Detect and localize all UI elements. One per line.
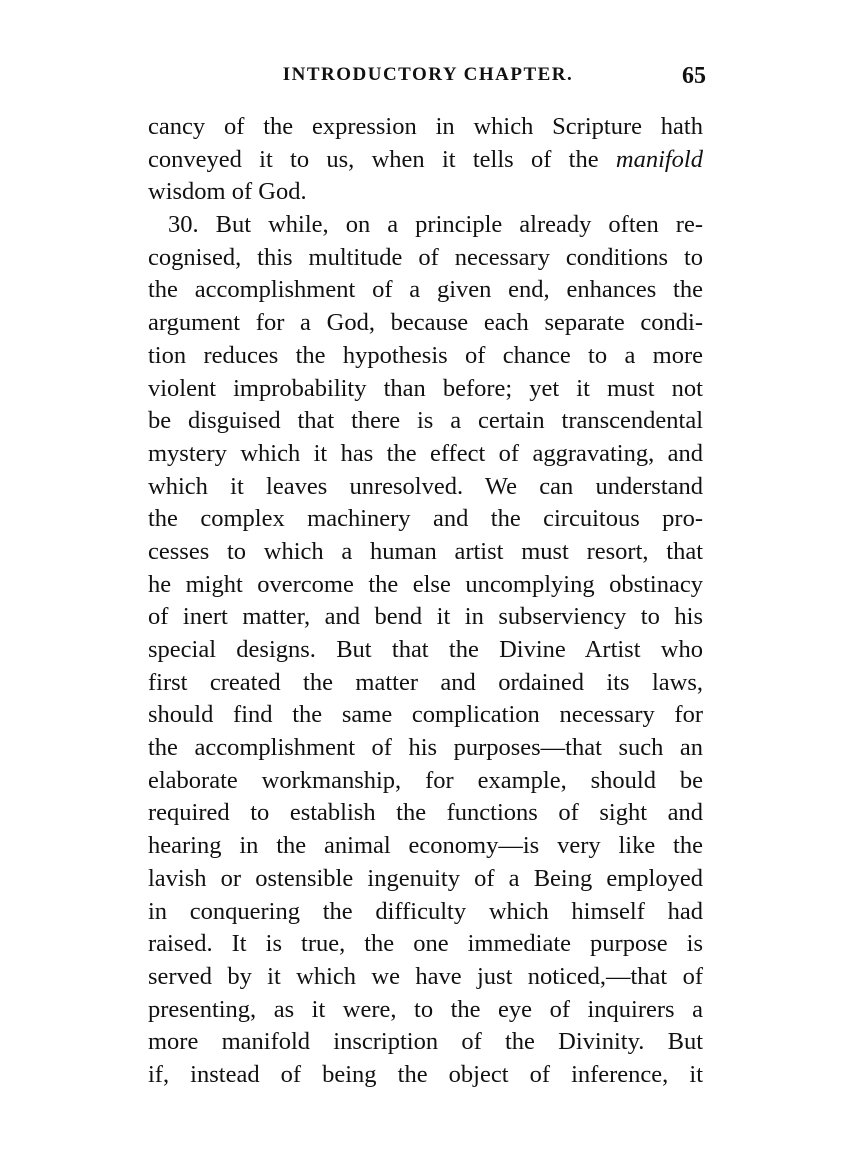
- text-line: of inert matter, and bend it in subserviency to his: [148, 603, 703, 631]
- text-line: violent improbability than before; yet it must not: [148, 374, 703, 402]
- text-line: required to establish the functions of sight and: [148, 799, 703, 827]
- text-line: in conquering the difficulty which himself had: [148, 897, 703, 925]
- text-line: mystery which it has the effect of aggravating, and: [148, 439, 703, 467]
- text-line: be disguised that there is a certain transcendental: [148, 407, 703, 435]
- running-head: INTRODUCTORY CHAPTER.: [282, 64, 574, 85]
- text-line: argument for a God, because each separate condi-: [148, 309, 703, 337]
- text-line: special designs. But that the Divine Artist who: [148, 636, 703, 663]
- text-line: lavish or ostensible ingenuity of a Being employed: [148, 864, 703, 892]
- text-line: if, instead of being the object of inference, it: [148, 1060, 703, 1088]
- body-text: [148, 111, 703, 1092]
- text-line: cognised, this multitude of necessary conditions to: [148, 243, 703, 271]
- text-line: presenting, as it were, to the eye of inquirers a: [148, 995, 703, 1023]
- text-line: [148, 144, 703, 177]
- text-line: hearing in the animal economy—is very like the: [148, 832, 703, 860]
- emphasized-word: manifold: [615, 145, 703, 173]
- text-line-segment: conveyed it to us, when it tells of the: [148, 145, 616, 173]
- text-line: the complex machinery and the circuitous pro-: [148, 505, 703, 533]
- text-line: should find the same complication necessary for: [148, 701, 703, 729]
- text-line: tion reduces the hypothesis of chance to a more: [148, 341, 703, 369]
- page-header: [148, 64, 708, 94]
- text-line: first created the matter and ordained its laws,: [148, 668, 703, 696]
- text-line: served by it which we have just noticed,—that of: [148, 962, 703, 990]
- text-line: 30. But while, on a principle already often re-: [168, 211, 703, 239]
- text-line: elaborate workmanship, for example, should be: [148, 766, 703, 794]
- text-line: he might overcome the else uncomplying obstinacy: [148, 570, 703, 598]
- text-line: raised. It is true, the one immediate purpose is: [148, 930, 703, 958]
- text-line: the accomplishment of a given end, enhances the: [148, 276, 703, 304]
- text-line: cesses to which a human artist must resort, that: [148, 537, 703, 565]
- text-line: more manifold inscription of the Divinity. But: [148, 1028, 703, 1056]
- text-line: the accomplishment of his purposes—that such an: [148, 734, 703, 762]
- page-number: 65: [682, 63, 706, 89]
- text-line: cancy of the expression in which Scripture hath: [148, 113, 703, 140]
- text-line: which it leaves unresolved. We can understand: [148, 472, 703, 500]
- text-line: wisdom of God.: [148, 178, 307, 206]
